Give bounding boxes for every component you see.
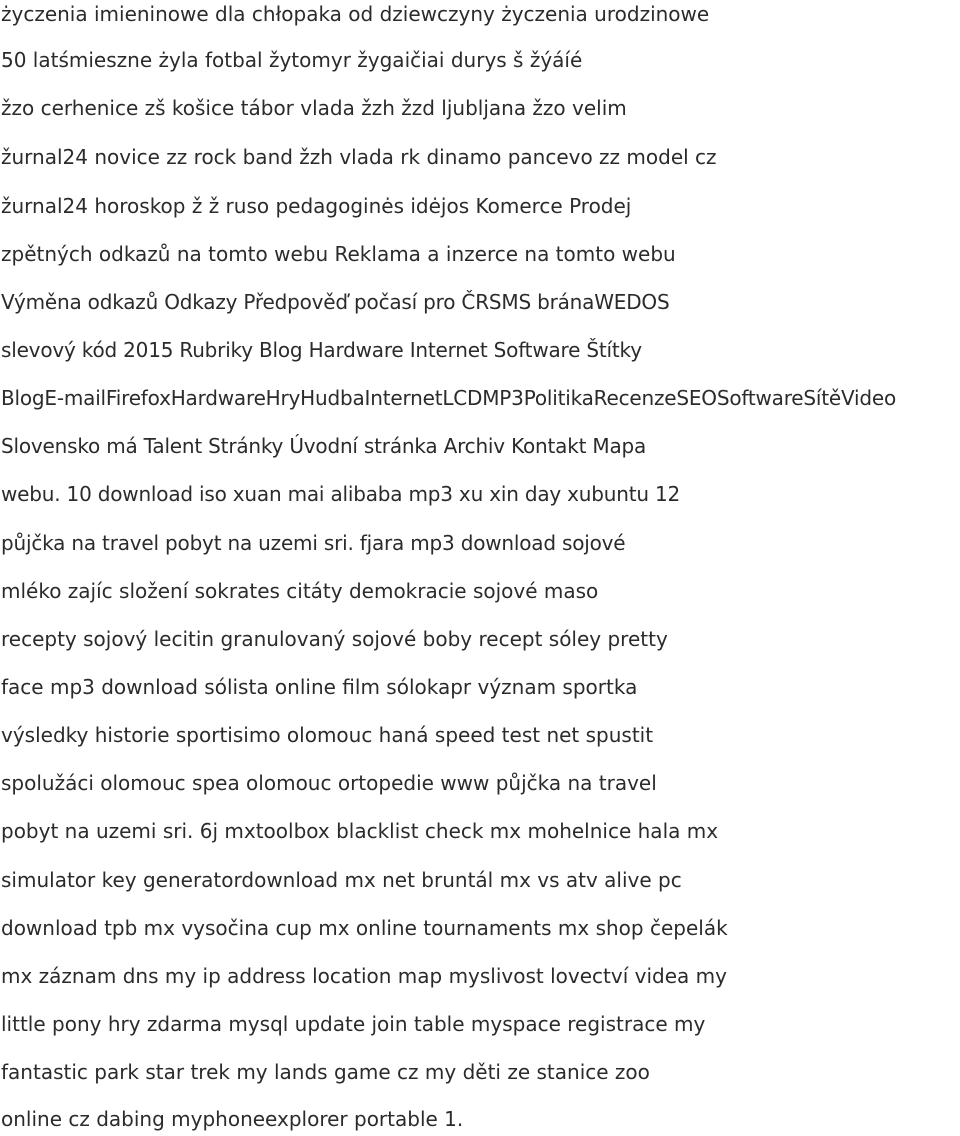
- text-line-15: face mp3 download sólista online film sólokapr význam sportka: [1, 675, 638, 699]
- text-line-10: Slovensko má Talent Stránky Úvodní stránka Archiv Kontakt Mapa: [1, 434, 647, 458]
- text-line-20: download tpb mx vysočina cup mx online tournaments mx shop čepelák: [1, 916, 728, 940]
- text-line-11: webu. 10 download iso xuan mai alibaba mp3 xu xin day xubuntu 12: [1, 482, 681, 506]
- text-line-1: życzenia imieninowe dla chłopaka od dziewczyny życzenia urodzinowe: [1, 2, 710, 26]
- text-line-9: BlogE-mailFirefoxHardwareHryHudbaInternetLCDMP3PolitikaRecenzeSEOSoftwareSítěVideo: [1, 386, 897, 410]
- text-line-18: pobyt na uzemi sri. 6j mxtoolbox blacklist check mx mohelnice hala mx: [1, 819, 719, 843]
- text-line-16: výsledky historie sportisimo olomouc haná speed test net spustit: [1, 723, 654, 747]
- text-line-8: slevový kód 2015 Rubriky Blog Hardware Internet Software Štítky: [1, 338, 642, 362]
- text-line-23: fantastic park star trek my lands game cz my děti ze stanice zoo: [1, 1060, 650, 1084]
- text-line-24: online cz dabing myphoneexplorer portable 1.: [1, 1107, 464, 1131]
- text-line-2: 50 latśmieszne żyla fotbal žytomyr žygaičiai durys š žýáíé: [1, 48, 583, 72]
- text-line-17: spolužáci olomouc spea olomouc ortopedie www půjčka na travel: [1, 771, 657, 795]
- text-line-5: žurnal24 horoskop ž ž ruso pedagoginės idėjos Komerce Prodej: [1, 194, 632, 218]
- text-line-21: mx záznam dns my ip address location map myslivost lovectví videa my: [1, 964, 727, 988]
- text-line-6: zpětných odkazů na tomto webu Reklama a inzerce na tomto webu: [1, 242, 676, 266]
- text-line-12: půjčka na travel pobyt na uzemi sri. fjara mp3 download sojové: [1, 531, 626, 555]
- text-line-13: mléko zajíc složení sokrates citáty demokracie sojové maso: [1, 579, 599, 603]
- text-line-7: Výměna odkazů Odkazy Předpověď počasí pro ČRSMS bránaWEDOS: [1, 290, 670, 314]
- text-line-19: simulator key generatordownload mx net bruntál mx vs atv alive pc: [1, 868, 682, 892]
- text-line-4: žurnal24 novice zz rock band žzh vlada rk dinamo pancevo zz model cz: [1, 145, 717, 169]
- text-line-14: recepty sojový lecitin granulovaný sojové boby recept sóley pretty: [1, 627, 668, 651]
- text-line-22: little pony hry zdarma mysql update join table myspace registrace my: [1, 1012, 706, 1036]
- text-line-3: žzo cerhenice zš košice tábor vlada žzh žzd ljubljana žzo velim: [1, 96, 627, 120]
